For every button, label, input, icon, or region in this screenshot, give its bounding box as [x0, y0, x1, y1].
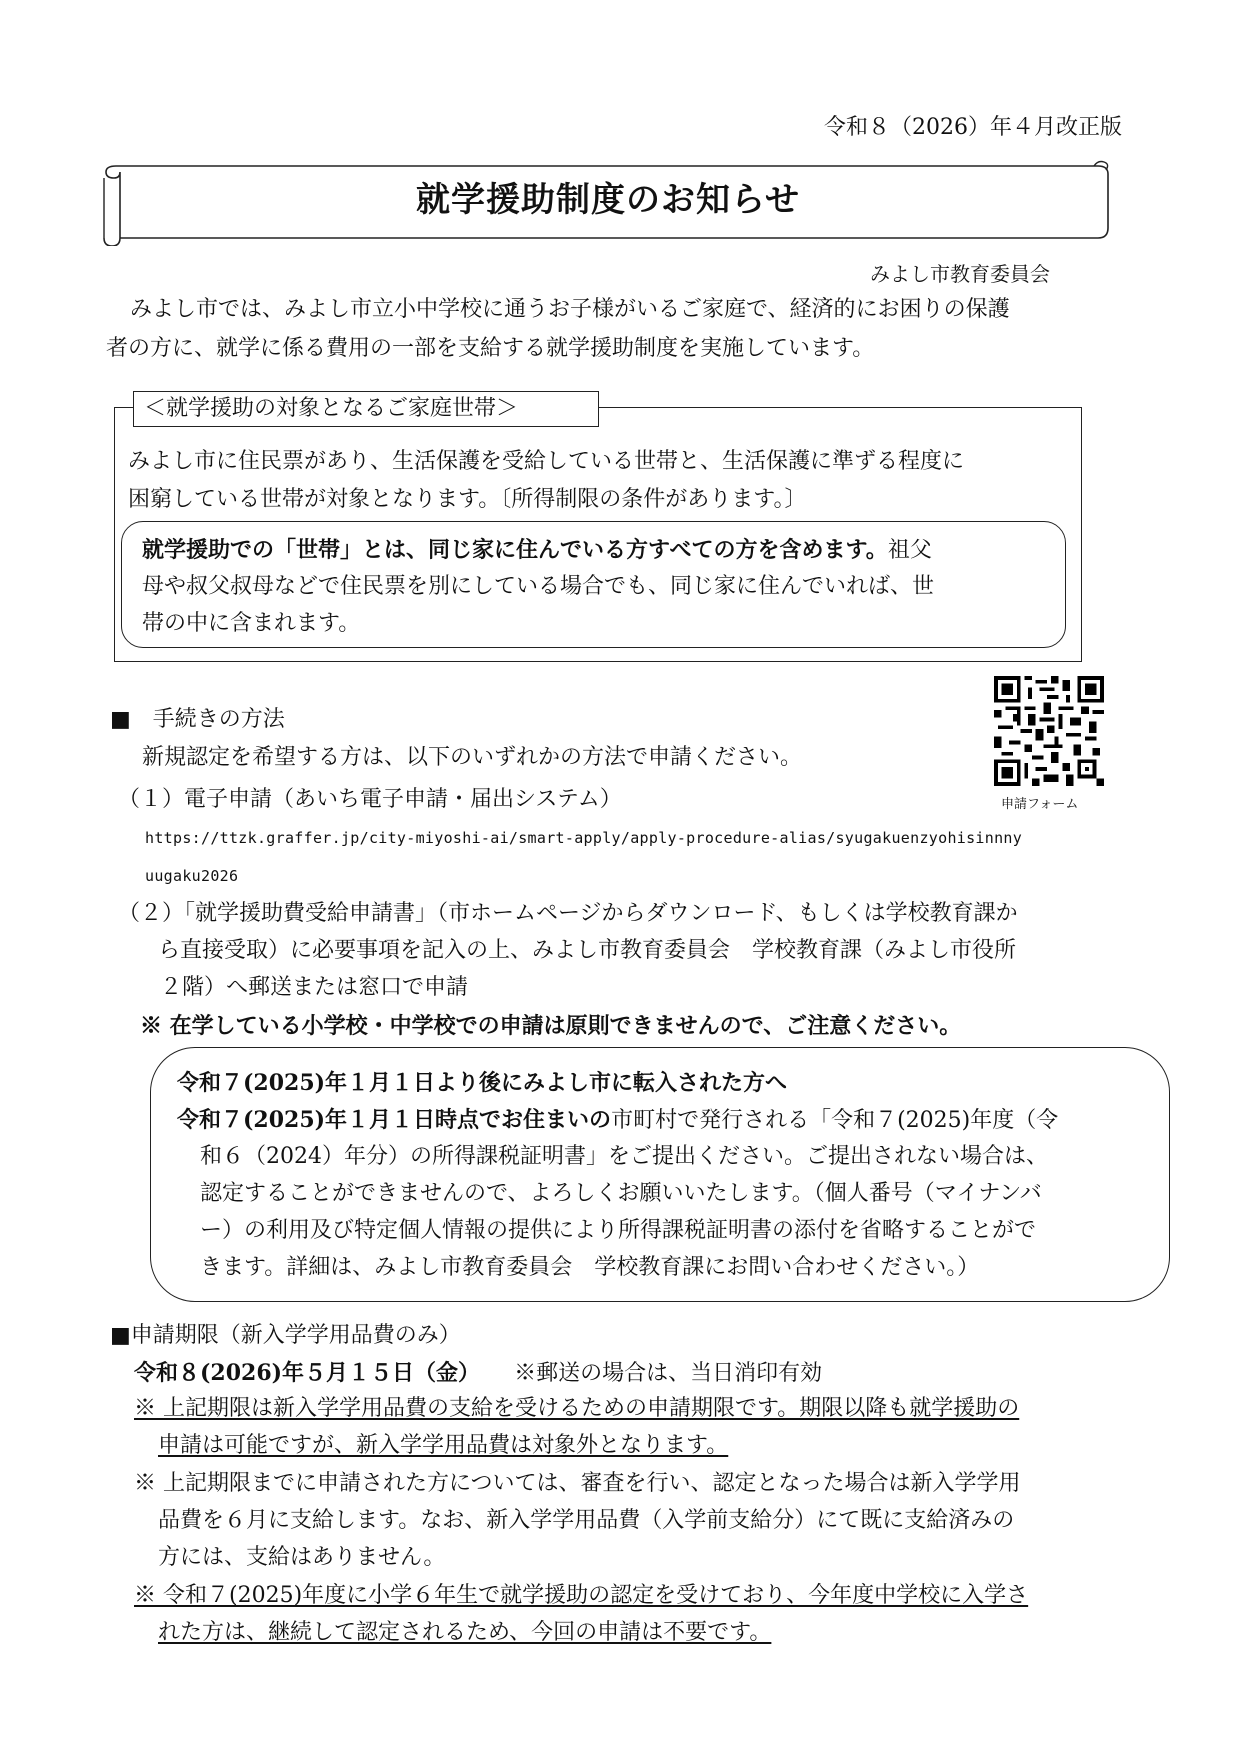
edition-label: 令和８（2026）年４月改正版	[824, 115, 1122, 140]
new-resident-line: ー）の利用及び特定個人情報の提供により所得課税証明書の添付を省略することがで	[200, 1218, 1037, 1243]
intro-line: みよし市では、みよし市立小中学校に通うお子様がいるご家庭で、経済的にお困りの保護	[130, 297, 1010, 322]
deadline-note-line: れた方は、継続して認定されるため、今回の申請は不要です。	[158, 1620, 772, 1645]
method2-line: （２）「就学援助費受給申請書」（市ホームページからダウンロード、もしくは学校教育課か	[118, 901, 1018, 926]
household-emphasis: 就学援助での「世帯」とは、同じ家に住んでいる方すべての方を含めます。	[142, 537, 888, 563]
new-resident-line: 和６（2024）年分）の所得課税証明書」をご提出ください。ご提出されない場合は、	[200, 1144, 1048, 1169]
page-title: 就学援助制度のお知らせ	[416, 180, 800, 220]
procedure-lead: 新規認定を希望する方は、以下のいずれかの方法で申請ください。	[142, 745, 803, 770]
deadline-date-line	[134, 1357, 822, 1390]
method2-line: ら直接受取）に必要事項を記入の上、みよし市教育委員会 学校教育課（みよし市役所	[158, 938, 1017, 963]
qr-caption: 申請フォーム	[1001, 797, 1079, 812]
author-label: みよし市教育委員会	[870, 262, 1050, 286]
method2-line: ２階）へ郵送または窓口で申請	[160, 975, 469, 1000]
new-resident-text: 市町村で発行される「令和７(2025)年度（令	[611, 1108, 1059, 1133]
deadline-note-line: ※ 令和７(2025)年度に小学６年生で就学援助の認定を受けており、今年度中学校に入学さ	[134, 1583, 1029, 1608]
new-resident-line	[177, 1104, 1058, 1137]
new-resident-line: 認定することができませんので、よろしくお願いいたします。（個人番号（マイナンバ	[200, 1181, 1042, 1206]
new-resident-line: きます。詳細は、みよし市教育委員会 学校教育課にお問い合わせください。）	[200, 1255, 980, 1280]
deadline-note-line: 方には、支給はありません。	[158, 1545, 446, 1570]
deadline-date-note: ※郵送の場合は、当日消印有効	[514, 1361, 823, 1386]
deadline-date: 令和８(2026)年５月１５日（金）	[134, 1360, 481, 1386]
deadline-note-line: 品費を６月に支給します。なお、新入学学用品費（入学前支給分）にて既に支給済みの	[158, 1508, 1015, 1533]
target-line: みよし市に住民票があり、生活保護を受給している世帯と、生活保護に準ずる程度に	[128, 449, 965, 474]
target-section-heading: ＜就学援助の対象となるご家庭世帯＞	[133, 391, 599, 427]
household-text: 祖父	[887, 538, 932, 563]
new-resident-heading: 令和７(2025)年１月１日より後にみよし市に転入された方へ	[177, 1070, 788, 1096]
target-line: 困窮している世帯が対象となります。〔所得制限の条件があります。〕	[128, 487, 807, 512]
intro-line: 者の方に、就学に係る費用の一部を支給する就学援助制度を実施しています。	[106, 336, 875, 361]
deadline-heading: ■申請期限（新入学学用品費のみ）	[110, 1323, 461, 1348]
household-line: 帯の中に含まれます。	[142, 611, 361, 636]
procedure-note: ※ 在学している小学校・中学校での申請は原則できませんので、ご注意ください。	[140, 1013, 962, 1039]
new-resident-emphasis: 令和７(2025)年１月１日時点でお住まいの	[177, 1107, 612, 1133]
method1-label: （１）電子申請（あいち電子申請・届出システム）	[118, 787, 622, 812]
deadline-note-line: 申請は可能ですが、新入学学用品費は対象外となります。	[158, 1433, 729, 1458]
application-url[interactable]: https://ttzk.graffer.jp/city-miyoshi-ai/smart-apply/apply-procedure-alias/syugakuenzyohisinnny	[145, 829, 1023, 847]
application-url[interactable]: uugaku2026	[145, 867, 239, 885]
deadline-note-line: ※ 上記期限は新入学学用品費の支給を受けるための申請期限です。期限以降も就学援助の	[134, 1396, 1020, 1421]
deadline-note-line: ※ 上記期限までに申請された方については、審査を行い、認定となった場合は新入学学用	[134, 1471, 1021, 1496]
procedure-heading: ■ 手続きの方法	[110, 707, 285, 732]
household-line	[142, 534, 932, 567]
qr-code-icon[interactable]	[994, 676, 1104, 786]
household-line: 母や叔父叔母などで住民票を別にしている場合でも、同じ家に住んでいれば、世	[142, 574, 935, 599]
